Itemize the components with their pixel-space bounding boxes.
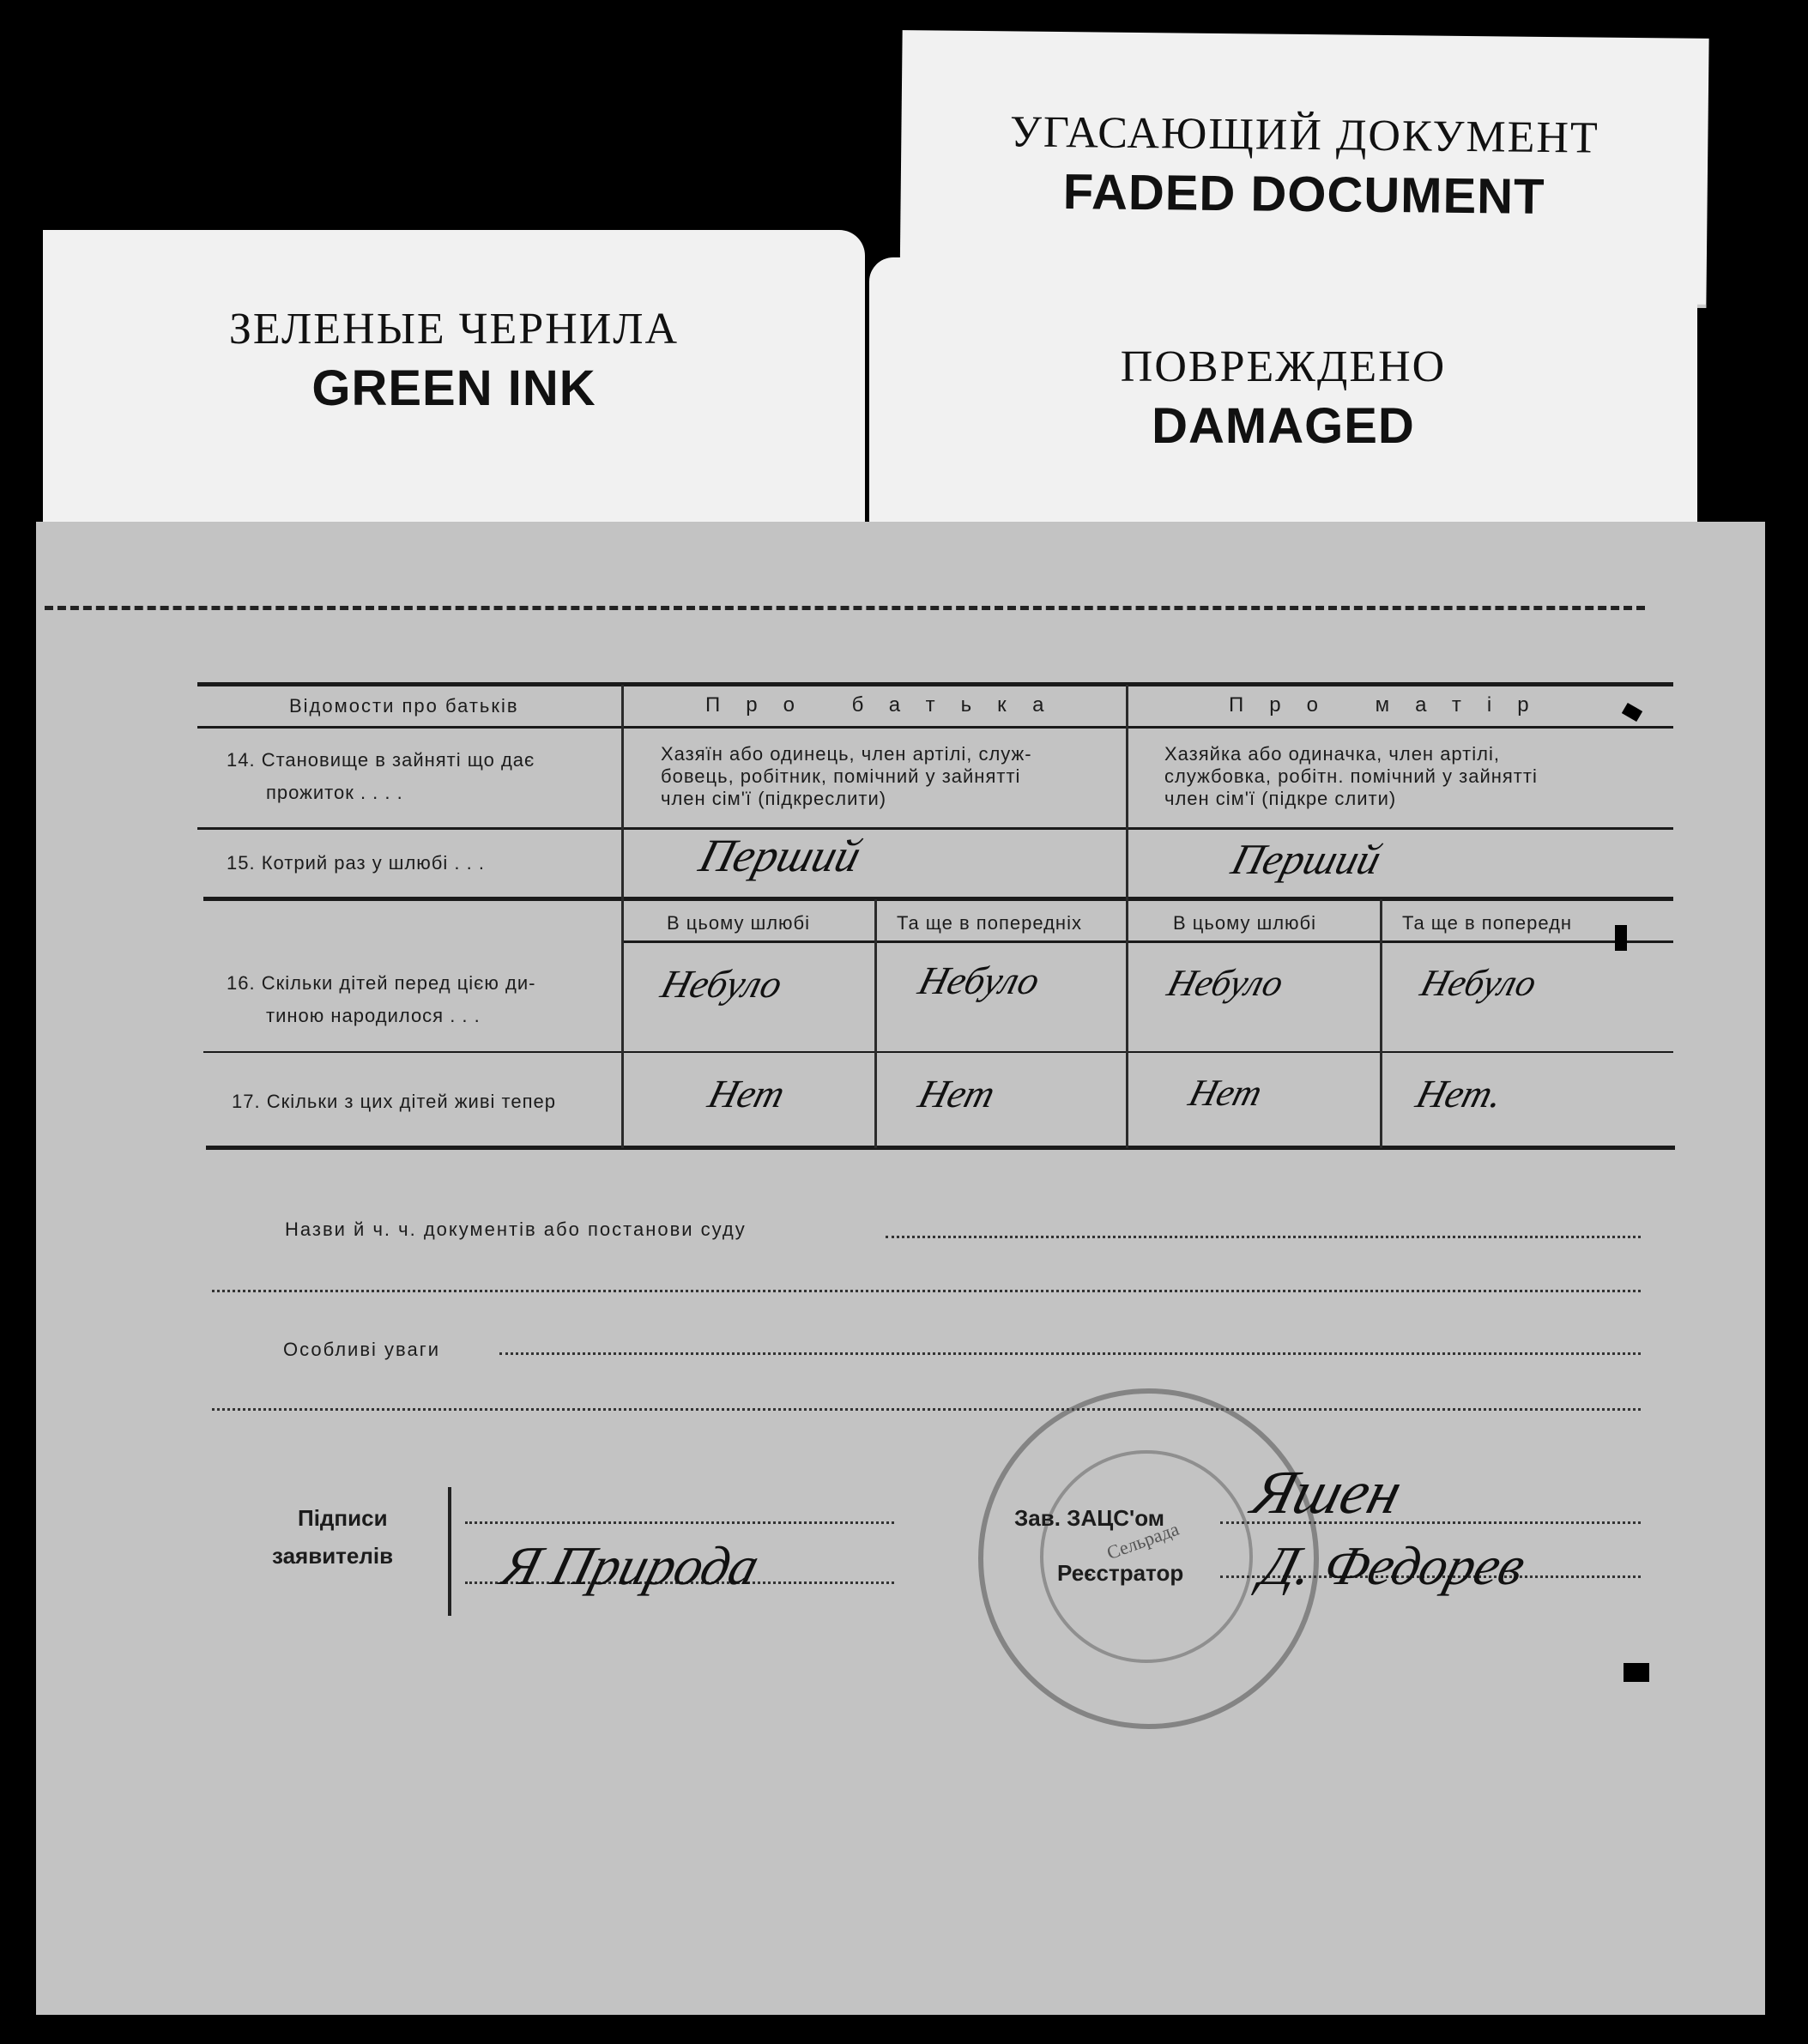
faded-document-label-ru: УГАСАЮЩИЙ ДОКУМЕНТ	[1009, 107, 1600, 163]
signature-line-1	[465, 1521, 894, 1524]
documents-line-2	[212, 1290, 1641, 1292]
row16-value-father-this: Небуло	[656, 962, 788, 1006]
row17-value-father-prev: Нет	[914, 1072, 1001, 1116]
header-mother: Про матір	[1229, 693, 1555, 717]
signatures-brace	[448, 1487, 469, 1616]
row14-mother-1: Хазяйка або одиначка, член артілі,	[1164, 743, 1500, 765]
row14-label-1: 14. Становище в зайняті що дає	[227, 749, 535, 771]
row17-value-mother-this: Нет	[1184, 1072, 1267, 1114]
green-ink-card	[43, 230, 865, 539]
registrar-label: Реєстратор	[1057, 1560, 1184, 1586]
damaged-card	[869, 257, 1697, 541]
row14-mother-3: член сім'ї (підкре слити)	[1164, 788, 1397, 809]
row15-rule	[203, 897, 1673, 901]
documents-label: Назви й ч. ч. документів або постанови суду	[285, 1219, 747, 1240]
subheader-rule	[622, 940, 1673, 943]
registrar-signature: Д. Федорев	[1255, 1535, 1533, 1596]
row14-father-2: бовець, робітник, помічний у зайнятті	[661, 765, 1021, 787]
row15-label: 15. Котрий раз у шлюбі . . .	[227, 852, 485, 874]
signatures-label-2: заявителів	[272, 1543, 394, 1569]
row14-father-3: член сім'ї (підкреслити)	[661, 788, 887, 809]
row16-value-father-prev: Небуло	[914, 959, 1045, 1002]
row14-father-1: Хазяїн або одинець, член артілі, служ-	[661, 743, 1032, 765]
table-header-rule	[197, 726, 1673, 729]
sub-this-marriage-mother: В цьому шлюбі	[1173, 912, 1317, 934]
row14-mother-2: службовка, робітн. помічний у зайнятті	[1164, 765, 1538, 787]
damage-mark	[1624, 1663, 1649, 1682]
remarks-line-2	[212, 1408, 1641, 1411]
damage-mark	[1622, 703, 1642, 722]
documents-line-1	[886, 1236, 1641, 1238]
row16-label-1: 16. Скільки дітей перед цією ди-	[227, 972, 536, 994]
head-label: Зав. ЗАЦС'ом	[1014, 1505, 1164, 1531]
col-divider-4	[1380, 899, 1382, 1148]
signatures-label-1: Підписи	[298, 1505, 388, 1531]
faded-document-label-en: FADED DOCUMENT	[1062, 164, 1545, 225]
damaged-label-en: DAMAGED	[1152, 398, 1415, 454]
col-divider-2	[1126, 685, 1128, 1148]
head-signature: Яшен	[1245, 1458, 1410, 1527]
table-top-rule	[197, 682, 1673, 686]
sub-this-marriage-father: В цьому шлюбі	[667, 912, 811, 934]
green-ink-label-ru: ЗЕЛЕНЫЕ ЧЕРНИЛА	[228, 305, 680, 354]
green-ink-label-en: GREEN INK	[311, 360, 596, 416]
row16-value-mother-prev: Небуло	[1416, 962, 1541, 1004]
col-divider-3	[874, 899, 877, 1148]
applicant-signature: Я Природа	[495, 1535, 766, 1596]
remarks-label: Особливі уваги	[283, 1339, 441, 1360]
document-sheet	[36, 522, 1765, 2015]
row16-label-2: тиною народилося . . .	[266, 1005, 481, 1026]
row17-value-mother-prev: Нет.	[1412, 1072, 1509, 1116]
perforation-line	[45, 606, 1645, 610]
header-parents: Відомости про батьків	[289, 695, 519, 717]
remarks-line-1	[499, 1352, 1641, 1355]
sub-previous-father: Та ще в попередніх	[897, 912, 1082, 934]
row15-mother-value: Перший	[1226, 835, 1387, 883]
sub-previous-mother: Та ще в попередн	[1402, 912, 1573, 934]
row15-father-value: Перший	[693, 830, 867, 881]
damage-mark	[1615, 925, 1627, 951]
row14-label-2: прожиток . . . .	[266, 782, 403, 803]
row17-label: 17. Скільки з цих дітей живі тепер	[232, 1091, 556, 1112]
damaged-label-ru: ПОВРЕЖДЕНО	[1120, 342, 1447, 391]
stamp-text: Сельрада	[1104, 1517, 1182, 1564]
header-father: Про батька	[705, 693, 1070, 717]
row14-rule	[197, 827, 1673, 830]
row16-value-mother-this: Небуло	[1163, 962, 1288, 1004]
row16-rule	[203, 1051, 1673, 1053]
col-divider-1	[621, 685, 624, 1148]
table-bottom-rule	[206, 1146, 1675, 1150]
row17-value-father-this: Нет	[704, 1072, 790, 1116]
